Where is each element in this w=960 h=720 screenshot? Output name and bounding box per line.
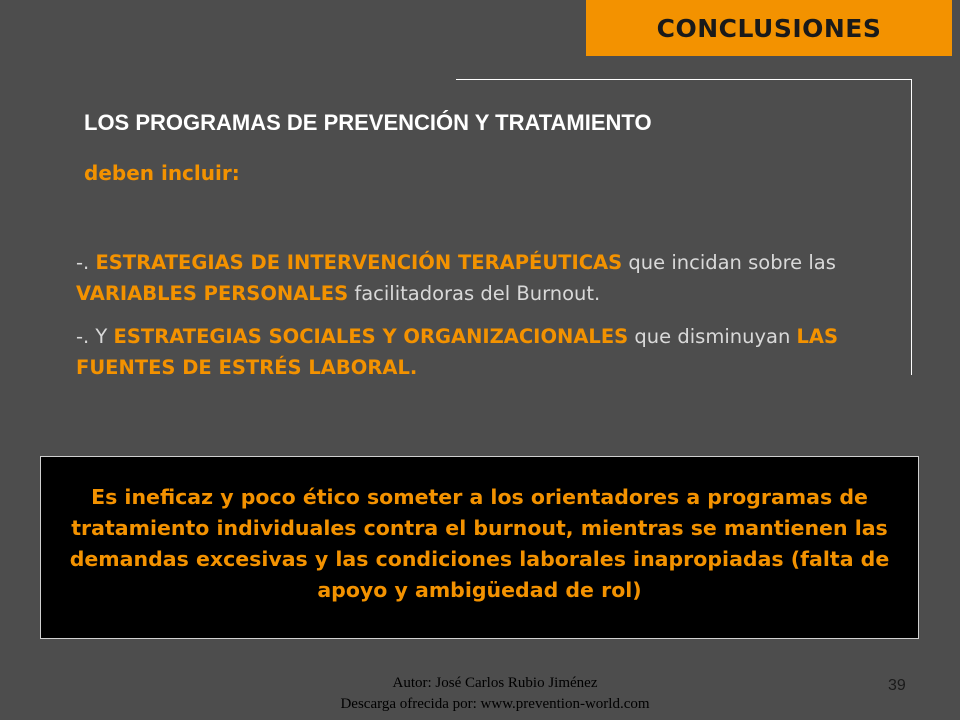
slide-subheading: deben incluir:: [84, 161, 240, 185]
footer-credits: [240, 673, 750, 715]
content-frame-right-line: [911, 79, 912, 375]
section-title: CONCLUSIONES: [656, 13, 882, 43]
page-number: 39: [888, 677, 906, 694]
bullet-item-social-strategies: [76, 321, 876, 383]
bullet-text: que disminuyan: [628, 325, 797, 348]
bullet-highlight: ESTRATEGIAS SOCIALES Y ORGANIZACIONALES: [113, 325, 629, 348]
slide-heading: LOS PROGRAMAS DE PREVENCIÓN Y TRATAMIENTO: [84, 110, 652, 135]
bullet-highlight: LAS FUENTES DE ESTRÉS LABORAL.: [76, 325, 839, 379]
footer-download-source: Descarga ofrecida por: www.prevention-world.com: [340, 696, 650, 712]
bullet-prefix: -.: [76, 251, 96, 274]
content-frame-top-line: [456, 79, 912, 80]
conclusion-note-box: [40, 456, 919, 639]
footer-author: Autor: José Carlos Rubio Jiménez: [392, 675, 598, 691]
bullet-prefix: -. Y: [76, 325, 114, 348]
bullet-highlight: VARIABLES PERSONALES: [76, 282, 349, 305]
bullet-text: que incidan sobre las: [622, 251, 836, 274]
section-title-tab: [586, 0, 952, 56]
bullet-text: facilitadoras del Burnout.: [348, 282, 601, 305]
bullet-highlight: ESTRATEGIAS DE INTERVENCIÓN TERAPÉUTICAS: [95, 251, 623, 274]
conclusion-note-text: Es ineficaz y poco ético someter a los orientadores a programas de tratamiento individuales contra el burnout, mientras se mantienen las demandas excesivas y las condiciones laborales inapropiadas (falta de apoyo y ambigüedad de rol): [69, 484, 890, 602]
bullet-item-therapeutic-strategies: [76, 247, 876, 309]
bullet-list: [76, 247, 876, 395]
